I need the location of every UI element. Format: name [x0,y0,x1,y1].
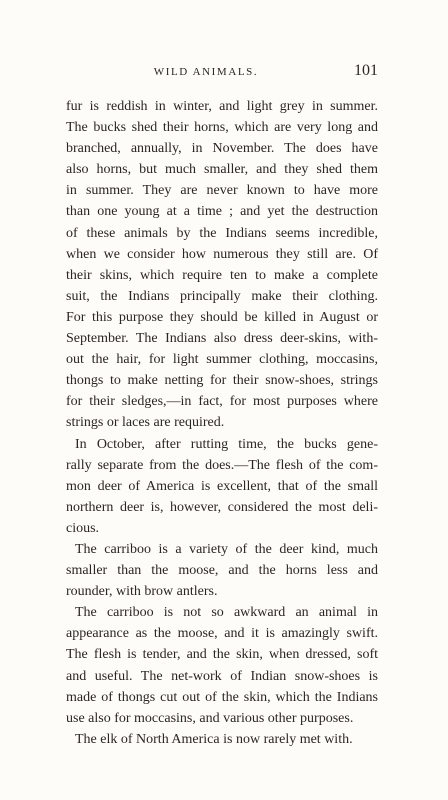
text-line: The carriboo is a variety of the deer kind, much [75,541,378,557]
text-line: For this purpose they should be killed in August or [66,309,378,325]
page-number: 101 [354,62,378,79]
running-head [66,62,378,82]
text-line: mon deer of America is excellent, that of the small [66,478,378,494]
text-line: use also for moccasins, and various other purposes. [66,710,354,726]
text-line: when we consider how numerous they still are. Of [66,246,378,262]
text-line: September. The Indians also dress deer-skins, with- [66,331,378,347]
text-line: also horns, but much smaller, and they shed them [66,162,378,178]
text-line: rounder, with brow antlers. [66,584,218,600]
text-line: suit, the Indians principally make their clothing. [66,288,378,304]
text-line: thongs to make netting for their snow-shoes, strings [66,373,378,389]
text-line: smaller than the moose, and the horns less and [66,563,378,579]
text-line: for their sledges,—in fact, for most purposes where [66,394,378,410]
text-line: their skins, which require ten to make a complete [66,267,378,283]
text-line: rally separate from the does.—The flesh of the com- [66,457,378,473]
text-line: made of thongs cut out of the skin, which the Indians [66,689,378,705]
text-line: The flesh is tender, and the skin, when dressed, soft [66,647,378,663]
text-line: and useful. The net-work of Indian snow-shoes is [66,668,378,684]
text-line: cious. [66,520,100,536]
text-line: branched, annually, in November. The does have [66,141,378,157]
text-line: fur is reddish in winter, and light grey in summer. [66,99,378,114]
text-line: than one young at a time ; and yet the destruction [66,204,378,220]
text-line: northern deer is, however, considered the most deli- [66,499,378,515]
text-line: appearance as the moose, and it is amazingly swift. [66,626,378,642]
text-line: The bucks shed their horns, which are very long and [66,120,378,136]
text-line: The elk of North America is now rarely met with. [75,731,353,747]
text-line: out the hair, for light summer clothing, moccasins, [66,352,378,368]
text-line: of these animals by the Indians seems incredible, [66,225,378,241]
running-title: WILD ANIMALS. [153,66,259,78]
text-line: The carriboo is not so awkward an animal in [75,605,378,621]
text-line: in summer. They are never known to have more [66,183,378,199]
text-line: In October, after rutting time, the bucks gene- [75,436,378,452]
body-text [66,96,378,750]
text-line: strings or laces are required. [66,415,225,431]
